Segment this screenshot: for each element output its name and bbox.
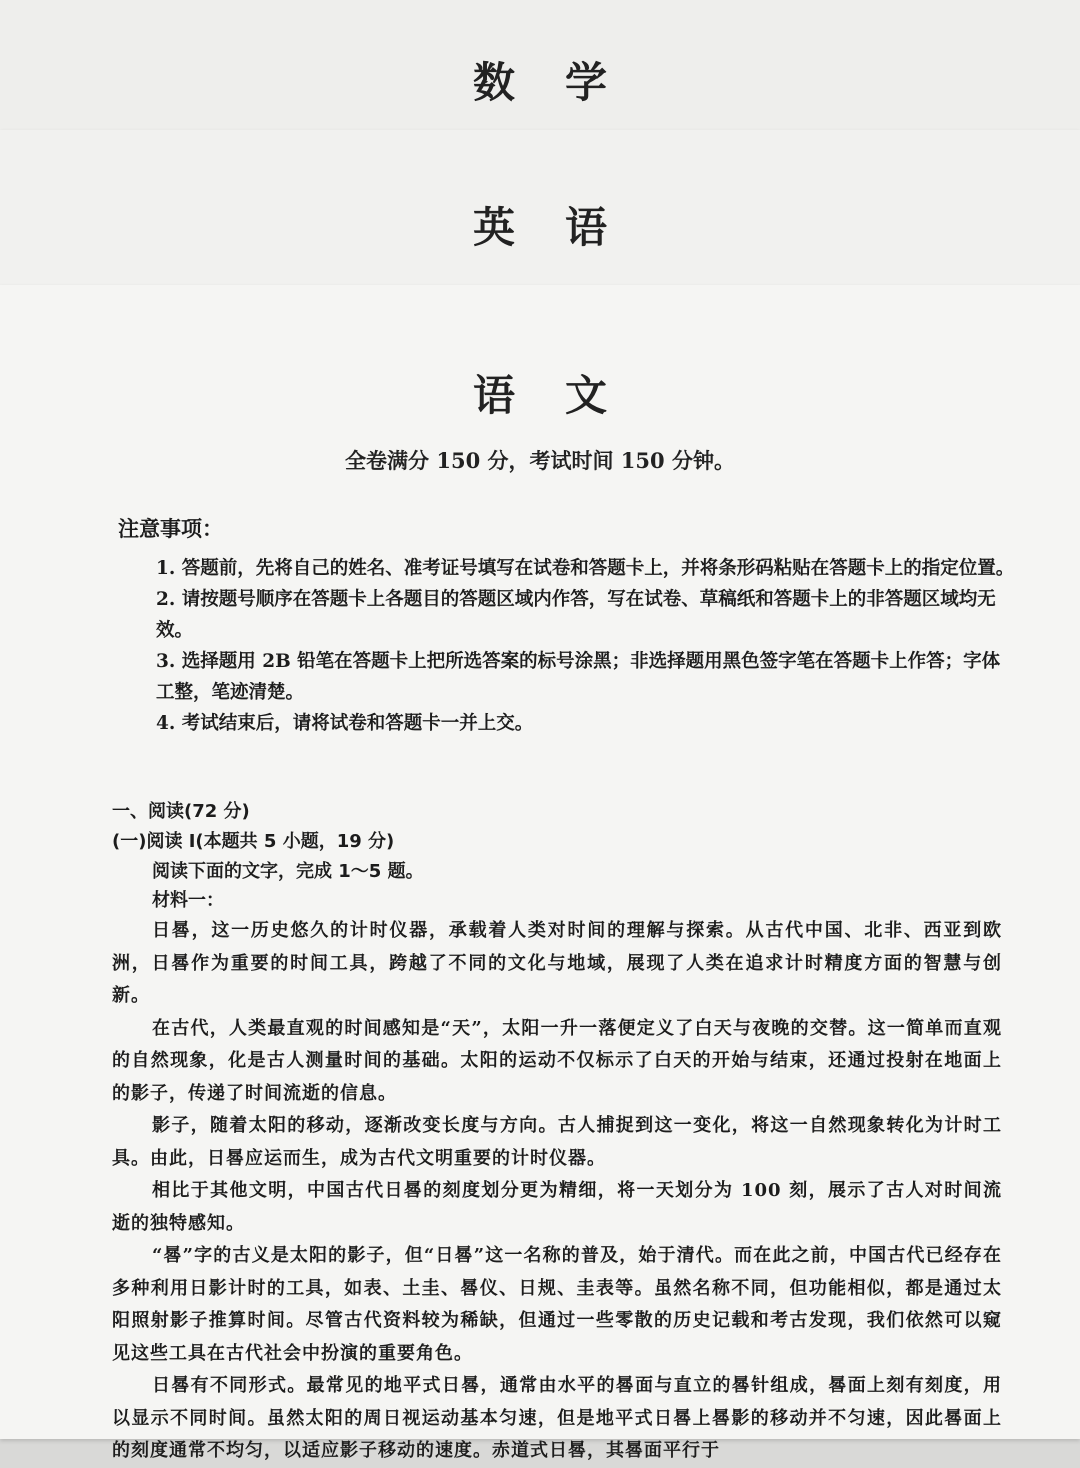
section-heading: 一、阅读(72 分) (112, 801, 250, 822)
notice-section (118, 513, 1018, 739)
reading-instruction: 阅读下面的文字，完成 1～5 题。 (152, 861, 424, 882)
score-time-line: 全卷满分 150 分，考试时间 150 分钟。 (345, 448, 735, 473)
body-paragraph: 日晷，这一历史悠久的计时仪器，承载着人类对时间的理解与探索。从古代中国、北非、西亚到欧洲，日晷作为重要的时间工具，跨越了不同的文化与地域，展现了人类在追求计时精度方面的智慧与创新。 (112, 920, 1002, 1006)
chinese-paper-sheet (0, 285, 1080, 1461)
material-label: 材料一： (152, 890, 224, 911)
notice-item: 2. 请按题号顺序在答题卡上各题目的答题区域内作答，写在试卷、草稿纸和答题卡上的非答题区域均无效。 (156, 589, 996, 641)
english-title: 英语 (472, 203, 657, 252)
math-title: 数学 (472, 58, 657, 107)
english-paper-sheet (0, 130, 1080, 305)
body-paragraph: 在古代，人类最直观的时间感知是“天”，太阳一升一落便定义了白天与夜晚的交替。这一简单而直观的自然现象，化是古人测量时间的基础。太阳的运动不仅标示了白天的开始与结束，还通过投射在地面上的影子，传递了时间流逝的信息。 (112, 1017, 1002, 1104)
body-paragraph: 相比于其他文明，中国古代日晷的刻度划分更为精细，将一天划分为 100 刻，展示了古人对时间流逝的独特感知。 (112, 1180, 1002, 1234)
notice-item: 3. 选择题用 2B 铅笔在答题卡上把所选答案的标号涂黑；非选择题用黑色签字笔在答题卡上作答；字体工整，笔迹清楚。 (156, 651, 1001, 703)
notice-item: 1. 答题前，先将自己的姓名、准考证号填写在试卷和答题卡上，并将条形码粘贴在答题卡上的指定位置。 (156, 558, 1015, 579)
body-paragraph: 影子，随着太阳的移动，逐渐改变长度与方向。古人捕捉到这一变化，将这一自然现象转化为计时工具。由此，日晷应运而生，成为古代文明重要的计时仪器。 (112, 1115, 1002, 1169)
body-paragraph: “晷”字的古义是太阳的影子，但“日晷”这一名称的普及，始于清代。而在此之前，中国古代已经存在多种利用日影计时的工具，如表、土圭、晷仪、日规、圭表等。虽然名称不同，但功能相似，都是通过太阳照射影子推算时间。尽管古代资料较为稀缺，但通过一些零散的历史记载和考古发现，我们依然可以窥见这些工具在古代社会中扮演的重要角色。 (112, 1245, 1002, 1364)
body-paragraph: 日晷有不同形式。最常见的地平式日晷，通常由水平的晷面与直立的晷针组成，晷面上刻有刻度，用以显示不同时间。虽然太阳的周日视运动基本匀速，但是地平式日晷上晷影的移动并不匀速，因此晷面上的刻度通常不均匀，以适应影子移动的速度。赤道式日晷，其晷面平行于 (112, 1375, 1002, 1461)
sub-section-heading: (一)阅读 I(本题共 5 小题，19 分) (112, 831, 395, 852)
chinese-title: 语文 (472, 371, 657, 420)
math-paper-sheet (0, 0, 1080, 150)
reading-section (112, 797, 1002, 1468)
notice-item: 4. 考试结束后，请将试卷和答题卡一并上交。 (156, 713, 534, 734)
notice-title: 注意事项： (118, 517, 223, 541)
